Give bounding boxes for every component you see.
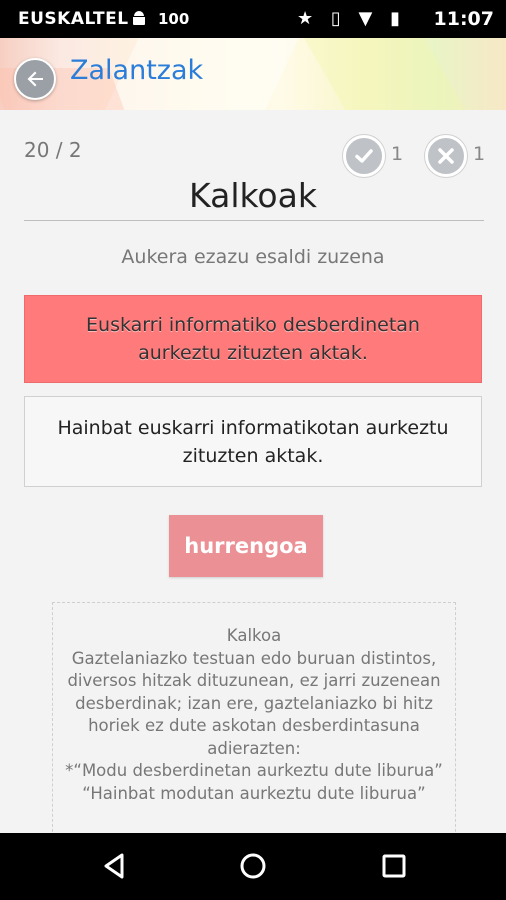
check-icon bbox=[343, 135, 385, 177]
home-nav-icon[interactable] bbox=[238, 851, 268, 885]
wifi-icon: ▼ bbox=[358, 8, 379, 29]
star-icon: ★ bbox=[297, 8, 320, 29]
explanation-example-right: “Hainbat modutan aurkeztu dute liburua” bbox=[82, 783, 426, 803]
status-icons bbox=[297, 8, 406, 29]
answer-option-text: Hainbat euskarri informatikotan aurkeztu zituzten aktak. bbox=[57, 416, 449, 467]
app-bar bbox=[0, 38, 506, 110]
wrong-score bbox=[425, 135, 495, 177]
recents-nav-icon[interactable] bbox=[379, 851, 409, 885]
explanation-panel bbox=[52, 602, 456, 842]
wrong-count: 1 bbox=[473, 143, 486, 165]
question-counter: 20 / 2 bbox=[24, 138, 82, 162]
navigation-bar bbox=[0, 833, 506, 900]
back-nav-icon[interactable] bbox=[100, 851, 128, 885]
page-title: Zalantzak bbox=[70, 55, 204, 86]
next-button[interactable]: hurrengoa bbox=[169, 515, 323, 577]
battery-icon: ▮ bbox=[390, 8, 406, 29]
question-instruction: Aukera ezazu esaldi zuzena bbox=[121, 246, 385, 268]
explanation-example-wrong: *“Modu desberdinetan aurkeztu dute liburua” bbox=[65, 761, 443, 780]
close-icon bbox=[425, 135, 467, 177]
correct-score bbox=[343, 135, 413, 177]
android-icon bbox=[130, 9, 148, 32]
answer-option-text: Euskarri informatiko desberdinetan aurkeztu zituzten aktak. bbox=[86, 314, 420, 364]
correct-count: 1 bbox=[391, 143, 404, 165]
clock: 11:07 bbox=[433, 8, 494, 30]
back-button[interactable] bbox=[14, 58, 56, 100]
vibrate-icon: ▯ bbox=[330, 8, 347, 29]
battery-level: 100 bbox=[158, 10, 190, 28]
explanation-title: Kalkoa bbox=[226, 626, 282, 645]
status-bar bbox=[0, 0, 506, 38]
answer-option[interactable] bbox=[24, 396, 482, 487]
answer-option-wrong[interactable] bbox=[24, 295, 482, 383]
arrow-left-icon bbox=[23, 67, 47, 91]
explanation-body: Gaztelaniazko testuan edo buruan distintos, diversos hitzak dituzunean, ez jarri zuzenean desberdinak; izan ere, gaztelaniazko bi hitz horiek ez dute askotan desberdintasuna adierazten: bbox=[67, 648, 441, 758]
header-decoration bbox=[298, 38, 482, 110]
carrier-name: EUSKALTEL bbox=[18, 9, 129, 29]
divider bbox=[24, 220, 484, 221]
question-topic: Kalkoak bbox=[189, 176, 317, 215]
